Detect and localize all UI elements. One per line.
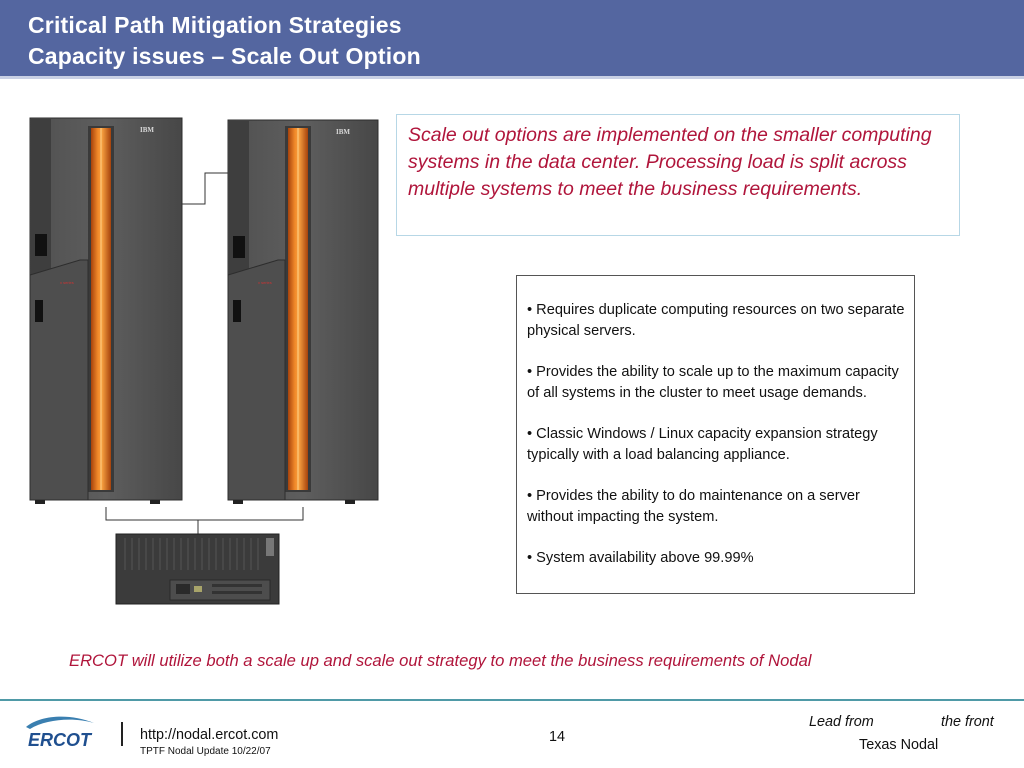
- list-item: • Requires duplicate computing resources on two separate physical servers.: [527, 302, 905, 339]
- svg-text:x series: x series: [258, 280, 272, 285]
- footer-divider: [0, 699, 1024, 701]
- callout-box: [396, 114, 960, 236]
- list-item: • Provides the ability to scale up to the maximum capacity of all systems in the cluster to meet usage demands.: [527, 364, 899, 401]
- svg-text:x series: x series: [60, 280, 74, 285]
- slide-title-line2: Capacity issues – Scale Out Option: [28, 43, 421, 69]
- callout-text: Scale out options are implemented on the smaller computing systems in the data center. Processing load is split across multiple systems to meet the business requirements.: [408, 124, 932, 200]
- benefits-box: [516, 275, 915, 594]
- list-item: • System availability above 99.99%: [527, 550, 754, 567]
- conclusion-text: ERCOT will utilize both a scale up and scale out strategy to meet the business requirements of Nodal: [69, 651, 812, 670]
- balancer-connector-line: [106, 507, 303, 520]
- server-diagram: [0, 110, 400, 610]
- tagline-line2: Texas Nodal: [859, 737, 939, 753]
- tagline-part2: the front: [941, 714, 994, 730]
- ercot-logo: [22, 713, 98, 749]
- benefits-list: [527, 300, 907, 569]
- list-item: • Provides the ability to do maintenance on a server without impacting the system.: [527, 488, 860, 525]
- list-item: • Classic Windows / Linux capacity expansion strategy typically with a load balancing appliance.: [527, 426, 878, 463]
- footer-subtitle: TPTF Nodal Update 10/22/07: [140, 746, 271, 757]
- load-balancer-appliance: [116, 534, 279, 604]
- rack-server-2: [228, 120, 378, 504]
- page-number: 14: [549, 729, 566, 745]
- footer-separator: [121, 722, 123, 746]
- rack-server-1: [30, 118, 182, 504]
- title-bar: [0, 0, 1024, 76]
- tagline-part1: Lead from: [809, 714, 874, 730]
- rack-interconnect-line: [182, 173, 228, 204]
- header-divider: [0, 76, 1024, 79]
- slide-title-line1: Critical Path Mitigation Strategies: [28, 12, 402, 38]
- rack-2-brand-label: IBM: [336, 128, 350, 136]
- footer-url-link[interactable]: http://nodal.ercot.com: [140, 727, 279, 743]
- rack-1-brand-label: IBM: [140, 126, 154, 134]
- logo-wordmark: ERCOT: [28, 730, 91, 749]
